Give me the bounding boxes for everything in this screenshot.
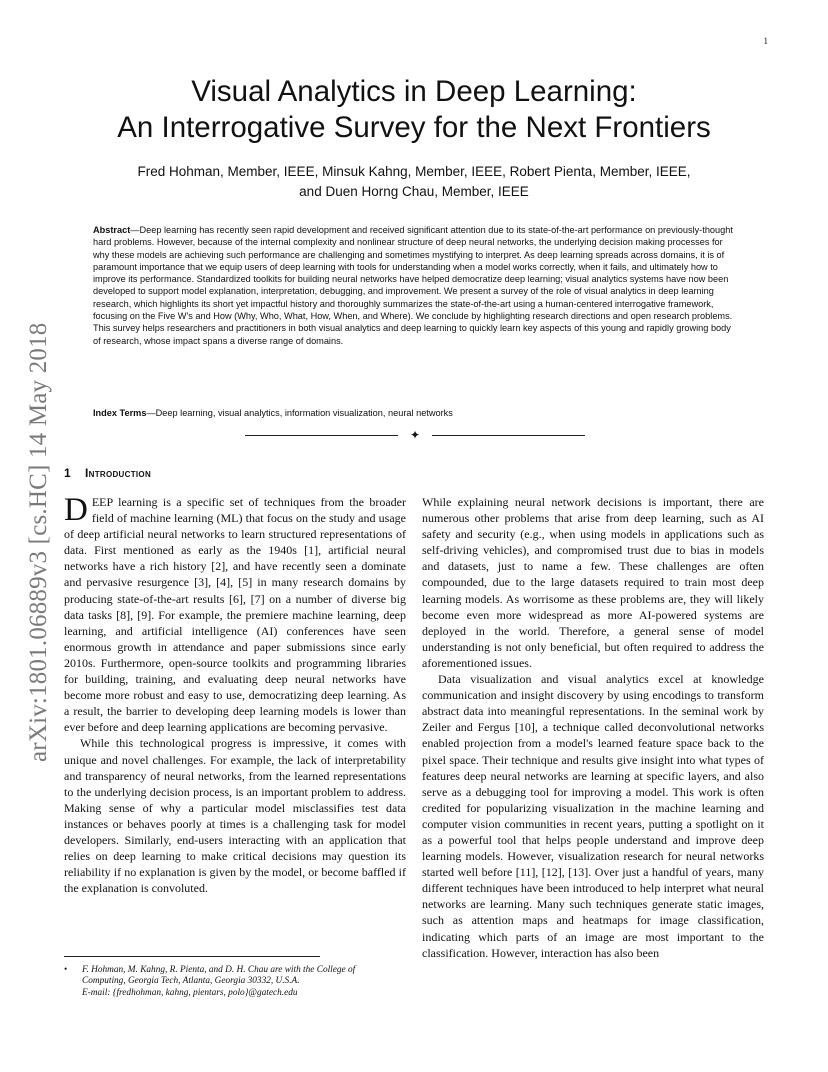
section-number: 1: [64, 466, 71, 480]
separator-rule-left: [245, 435, 398, 436]
footnote-rule: [64, 956, 320, 957]
footnote-bullet-icon: •: [64, 965, 68, 975]
section-separator: [245, 428, 585, 442]
footnote-line-2: Computing, Georgia Tech, Atlanta, Georgia 30332, U.S.A.: [82, 976, 300, 987]
authors-line-2: and Duen Horng Chau, Member, IEEE: [299, 184, 529, 199]
dropcap: D: [64, 492, 88, 528]
title-line-1: Visual Analytics in Deep Learning:: [191, 75, 637, 108]
paper-title: [40, 74, 788, 146]
authors-line-1: Fred Hohman, Member, IEEE, Minsuk Kahng, Member, IEEE, Robert Pienta, Member, IEEE,: [137, 164, 691, 179]
abstract-label: Abstract: [93, 225, 131, 235]
intro-paragraph-1: [64, 494, 406, 735]
intro-paragraph-2: While this technological progress is impressive, it comes with unique and novel challenges. For example, the lack of interpretability and transparency of neural networks, from the learned representations to the underlying decision process, is an important problem to address. Making sense of why a particular model misclassifies test data instances or behaves poorly at times is a challenging task for model developers. Similarly, end-users interacting with an application that relies on deep learning to make critical decisions may question its reliability if no explanation is given by the model, or become baffled if the explanation is convoluted.: [64, 736, 406, 896]
footnote-line-1: F. Hohman, M. Kahng, R. Pienta, and D. H. Chau are with the College of: [82, 965, 356, 975]
left-column: [64, 494, 406, 896]
title-line-2: An Interrogative Survey for the Next Frontiers: [117, 111, 711, 144]
footnote-body: [82, 965, 404, 999]
footnote-line-3: E-mail: {fredhohman, kahng, pientars, polo}@gatech.edu: [82, 987, 298, 998]
right-column: [422, 494, 764, 961]
index-terms-label: Index Terms: [93, 408, 147, 418]
section-heading: [64, 466, 151, 480]
intro-paragraph-4: Data visualization and visual analytics excel at knowledge communication and insight discovery by using encodings to transform abstract data into meaningful representations. In the seminal work by Zeiler and Fergus [10], a technique called deconvolutional networks enabled projection from a model's learned feature space back to the pixel space. Their technique and results give insight into what types of features deep neural networks are learning at specific layers, and also serve as a debugging tool for improving a model. This work is often credited for popularizing visualization in the machine learning and computer vision communities in recent years, putting a spotlight on it as a powerful tool that helps people understand and improve deep learning models. However, visualization research for neural networks started well before [11], [12], [13]. Over just a handful of years, many different techniques have been introduced to help interpret what neural networks are learning. Many such techniques generate static images, such as attention maps and heatmaps for image classification, indicating which parts of an image are most important to the classification. However, interaction has also been: [422, 672, 764, 960]
page-number: 1: [763, 36, 768, 46]
abstract-text: —Deep learning has recently seen rapid development and received significant attention due to its state-of-the-art performance on previously-thought hard problems. However, because of the internal complexity and nonlinear structure of deep neural networks, the underlying decision making processes for why these models are achieving such performance are challenging and sometimes mystifying to interpret. As deep learning spreads across domains, it is of paramount importance that we equip users of deep learning with tools for understanding when a model works correctly, when it fails, and ultimately how to improve its performance. Standardized toolkits for building neural networks have helped democratize deep learning; visual analytics systems have now been developed to support model explanation, interpretation, debugging, and improvement. We present a survey of the role of visual analytics in deep learning research, which highlights its short yet impactful history and thoroughly summarizes the state-of-the-art using a human-centered interrogative framework, focusing on the Five W's and How (Why, Who, What, How, When, and Where). We conclude by highlighting research directions and open research problems. This survey helps researchers and practitioners in both visual analytics and deep learning to quickly learn key aspects of this young and rapidly growing body of research, whose impact spans a diverse range of domains.: [93, 225, 733, 346]
section-title: Introduction: [84, 466, 152, 480]
separator-rule-right: [432, 435, 585, 436]
intro-paragraph-1-text: EEP learning is a specific set of techniques from the broader field of machine learning (ML) that focus on the study and usage of deep artificial neural networks to learn structured representations of data. First mentioned as early as the 1940s [1], artificial neural networks have a rich history [2], and have recently seen a dominate and pervasive resurgence [3], [4], [5] in many research domains by producing state-of-the-art results [6], [7] on a number of diverse big data tasks [8], [9]. For example, the premiere machine learning, deep learning, and artificial intelligence (AI) conferences have seen enormous growth in attendance and paper submissions since early 2010s. Furthermore, open-source toolkits and programming libraries for building, training, and evaluating deep neural networks have become more robust and easy to use, democratizing deep learning. As a result, the barrier to developing deep learning models is lower than ever before and deep learning applications are becoming pervasive.: [64, 495, 406, 735]
intro-paragraph-3: While explaining neural network decisions is important, there are numerous other problems that arise from deep learning, such as AI safety and security (e.g., when using models in applications such as self-driving vehicles), and compromised trust due to bias in models and datasets, just to name a few. These challenges are often compounded, due to the large datasets required to train most deep learning models. As worrisome as these problems are, they will likely become even more widespread as more AI-powered systems are deployed in the world. Therefore, a general sense of model understanding is not only beneficial, but often required to address the aforementioned issues.: [422, 495, 764, 670]
arxiv-identifier-stamp: arXiv:1801.06889v3 [cs.HC] 14 May 2018: [25, 322, 52, 762]
index-terms-text: —Deep learning, visual analytics, information visualization, neural networks: [146, 408, 453, 418]
affiliation-footnote: [64, 965, 404, 999]
abstract: [93, 224, 738, 347]
author-list: [60, 162, 768, 202]
separator-ornament-icon: ✦: [409, 428, 421, 442]
index-terms: [93, 407, 738, 419]
